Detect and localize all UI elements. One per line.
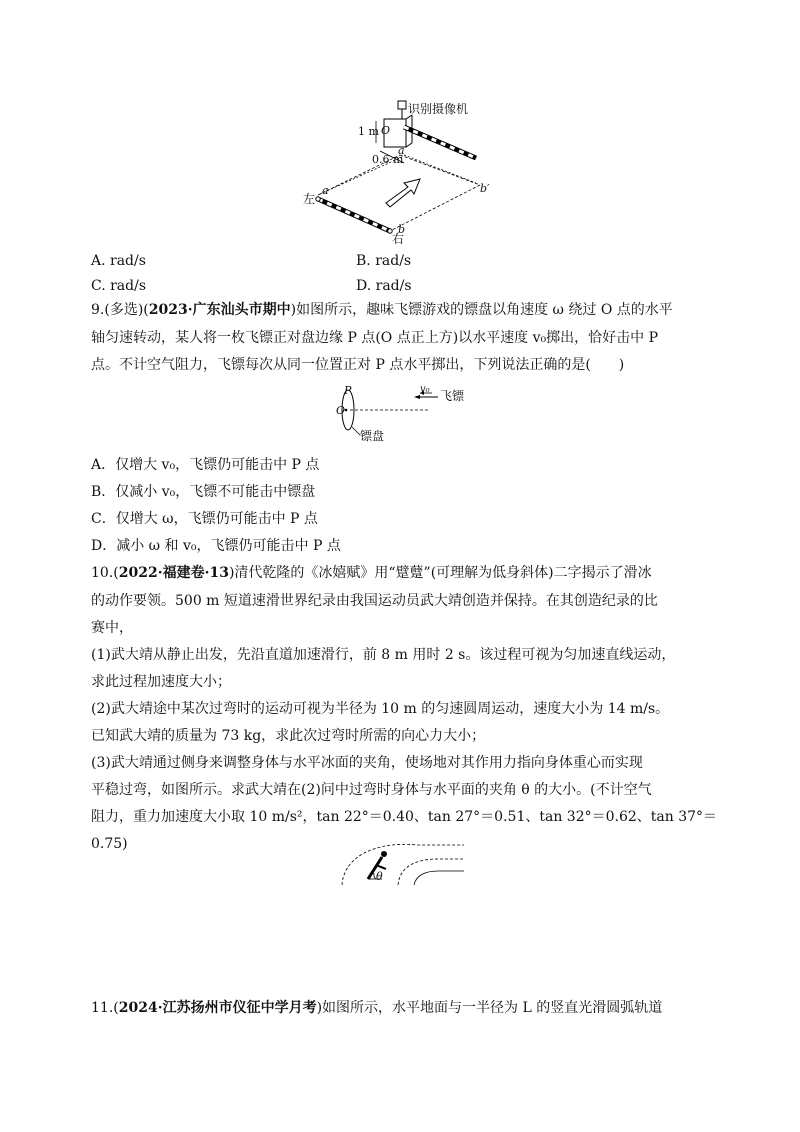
camera-label: 识别摄像机 — [408, 102, 469, 116]
q11-source: 2024·江苏扬州市仪征中学月考 — [118, 1000, 317, 1016]
left-label: 左 — [303, 192, 316, 206]
point-o-label: O — [381, 124, 391, 137]
q9-line1 — [91, 300, 673, 320]
q9-line2: 轴匀速转动，某人将一枚飞镖正对盘边缘 P 点(O 点正上方)以水平速度 v₀掷出，恰好击中 P — [91, 330, 659, 346]
dartboard-p-label: P — [344, 384, 352, 397]
q9-option-c: C．仅增大 ω，飞镖仍可能击中 P 点 — [91, 511, 318, 527]
distance-label: 0.6 m — [372, 153, 404, 166]
point-b-prime-label: b′ — [480, 182, 490, 195]
height-label: 1 m — [358, 125, 379, 138]
q10-line3: 赛中， — [91, 620, 133, 636]
dart-label: 飞镖 — [440, 389, 465, 403]
q9-line3: 点。不计空气阻力，飞镖每次从同一位置正对 P 点水平掷出，下列说法正确的是( ) — [91, 357, 625, 373]
q10-part2-line1: (2)武大靖途中某次过弯时的运动可视为半径为 10 m 的匀速圆周运动，速度大小为 14 m/s。 — [91, 701, 670, 717]
q10-part3-line4: 0.75) — [91, 836, 128, 852]
q10-line2: 的动作要领。500 m 短道速滑世界纪录由我国运动员武大靖创造并保持。在其创造纪录的比 — [91, 593, 658, 609]
q10-part3-line3: 阻力，重力加速度大小取 10 m/s²，tan 22°＝0.40、tan 27°＝0.51、tan 32°＝0.62、tan 37°＝ — [91, 809, 718, 825]
q11-line1 — [91, 998, 662, 1018]
q8-option-c: C. rad/s — [91, 278, 147, 294]
q10-line1-text: )清代乾隆的《冰嬉赋》用“躄躠”(可理解为低身斜体)二字揭示了滑冰 — [228, 565, 652, 581]
q9-multi: 多选 — [109, 302, 138, 318]
q9-source-open: )( — [137, 302, 149, 318]
q9-option-d: D．减小 ω 和 v₀，飞镖仍可能击中 P 点 — [91, 538, 341, 554]
point-a-label: a — [322, 184, 329, 197]
q10-part1-line1: (1)武大靖从静止出发，先沿直道加速滑行，前 8 m 用时 2 s。该过程可视为匀加速直线运动， — [91, 647, 676, 663]
q9-source: 2023·广东汕头市期中 — [148, 302, 291, 318]
q8-option-b: B. rad/s — [356, 253, 412, 269]
right-label: 右 — [392, 232, 405, 246]
dartboard-o-label: O — [336, 404, 346, 417]
q9-number: 9.( — [91, 302, 110, 318]
q11-line1-text: )如图所示，水平地面与一半径为 L 的竖直光滑圆弧轨道 — [316, 1000, 663, 1016]
q10-source: 2022·福建卷·13 — [118, 565, 229, 581]
skater-theta-label: θ — [376, 870, 383, 883]
dart-v0-label: v₀ — [420, 384, 430, 395]
q10-part3-line1: (3)武大靖通过侧身来调整身体与水平冰面的夹角，使场地对其作用力指向身体重心而实现 — [91, 755, 643, 771]
dartboard-label: 镖盘 — [360, 429, 385, 443]
q10-number: 10.( — [91, 565, 119, 581]
q8-option-d: D. rad/s — [356, 278, 412, 294]
q8-option-a: A. rad/s — [91, 253, 146, 269]
q10-part2-line2: 已知武大靖的质量为 73 kg，求此次过弯时所需的向心力大小； — [91, 728, 486, 744]
q10-line1 — [91, 563, 652, 583]
q9-line1-text: 如图所示，趣味飞镖游戏的镖盘以角速度 ω 绕过 O 点的水平 — [296, 302, 673, 318]
q9-close: ) — [290, 302, 297, 318]
q9-option-b: B．仅减小 v₀，飞镖不可能击中镖盘 — [91, 484, 316, 500]
point-b-label: b — [398, 223, 406, 236]
point-a-top-label: a — [398, 144, 405, 157]
q9-option-a: A．仅增大 v₀，飞镖仍可能击中 P 点 — [91, 457, 320, 473]
q11-number: 11.( — [91, 1000, 119, 1016]
q10-part3-line2: 平稳过弯，如图所示。求武大靖在(2)问中过弯时身体与水平面的夹角 θ 的大小。(不计空气 — [91, 782, 652, 798]
skater-figure — [338, 835, 468, 895]
q10-part1-line2: 求此过程加速度大小； — [91, 674, 231, 690]
